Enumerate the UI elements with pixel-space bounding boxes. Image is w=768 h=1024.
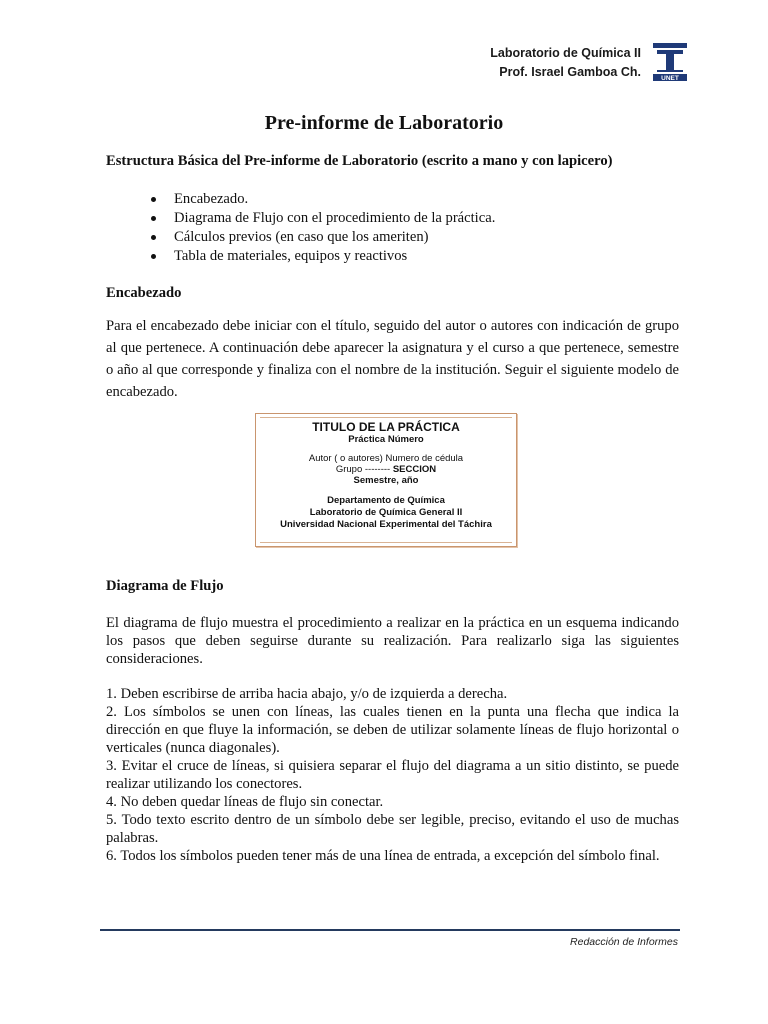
- flow-rules: [106, 685, 679, 865]
- diagrama-heading: Diagrama de Flujo: [106, 578, 224, 594]
- unet-logo: [651, 42, 689, 82]
- model-title: TITULO DE LA PRÁCTICA: [312, 420, 460, 434]
- header-course: Laboratorio de Química II: [490, 46, 641, 60]
- footer-label: Redacción de Informes: [570, 936, 678, 948]
- rule-item: 4. No deben quedar líneas de flujo sin conectar.: [106, 794, 384, 810]
- logo-wordmark: UNET: [661, 75, 679, 82]
- header-professor: Prof. Israel Gamboa Ch.: [499, 65, 641, 79]
- rule-item: 5. Todo texto escrito dentro de un símbolo debe ser legible, preciso, evitando el uso de muchas palabras.: [106, 812, 679, 846]
- structure-subtitle: Estructura Básica del Pre-informe de Laboratorio (escrito a mano y con lapicero): [106, 153, 613, 169]
- model-semester: Semestre, año: [353, 475, 419, 486]
- model-department: Departamento de Química: [327, 495, 445, 506]
- model-group-prefix: Grupo --------: [335, 464, 391, 475]
- list-item: Tabla de materiales, equipos y reactivos: [150, 247, 495, 266]
- rule-item: 3. Evitar el cruce de líneas, si quisiera separar el flujo del diagrama a un sitio distinto, se puede realizar utilizando los conectores.: [106, 758, 679, 792]
- page-header: [490, 44, 641, 82]
- model-university: Universidad Nacional Experimental del Táchira: [280, 519, 492, 530]
- encabezado-paragraph: Para el encabezado debe iniciar con el título, seguido del autor o autores con indicación de grupo al que pertenece. A continuación debe aparecer la asignatura y el curso a que pertenece, semestre o año al que corresponde y finaliza con el nombre de la institución. Seguir el siguiente modelo de encabezado.: [106, 318, 679, 400]
- model-lab: Laboratorio de Química General II: [309, 507, 463, 518]
- box-divider: [260, 417, 512, 418]
- structure-list: [150, 190, 495, 266]
- box-divider: [260, 542, 512, 543]
- page-title: Pre-informe de Laboratorio: [264, 112, 504, 134]
- model-group: [256, 464, 516, 475]
- encabezado-heading: Encabezado: [106, 285, 182, 301]
- diagrama-paragraph: El diagrama de flujo muestra el procedimiento a realizar en la práctica en un esquema indicando los pasos que deben seguirse durante su realización. Para realizarlo siga las siguientes consideraciones.: [106, 615, 679, 667]
- rule-item: 6. Todos los símbolos pueden tener más de una línea de entrada, a excepción del símbolo final.: [106, 848, 660, 864]
- header-model-box: [255, 413, 517, 547]
- model-authors: Autor ( o autores) Numero de cédula: [308, 453, 464, 464]
- rule-item: 2. Los símbolos se unen con líneas, las cuales tienen en la punta una flecha que indica la dirección en que fluye la información, se deben de utilizar solamente líneas de flujo horizontal o verticales (nunca diagonales).: [106, 704, 679, 756]
- list-item: Diagrama de Flujo con el procedimiento de la práctica.: [150, 209, 495, 228]
- footer-divider: [100, 929, 680, 931]
- list-item: Encabezado.: [150, 190, 495, 209]
- rule-item: 1. Deben escribirse de arriba hacia abajo, y/o de izquierda a derecha.: [106, 686, 508, 702]
- list-item: Cálculos previos (en caso que los ameriten): [150, 228, 495, 247]
- model-number: Práctica Número: [348, 434, 424, 445]
- model-group-section: SECCION: [392, 464, 437, 475]
